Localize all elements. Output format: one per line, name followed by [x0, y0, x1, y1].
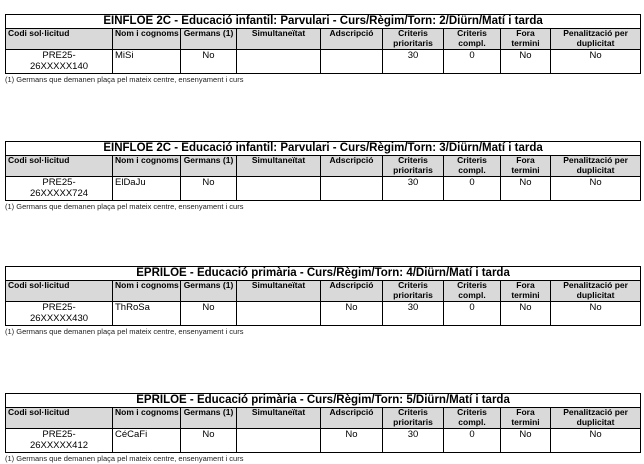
code-number: 26XXXXX412	[29, 440, 89, 451]
column-header-fora-termini: Fora termini	[501, 408, 551, 429]
table-title: EPRILOE - Educació primària - Curs/Règim/Torn: 4/Diürn/Matí i tarda	[6, 267, 641, 281]
column-header-germans: Germans (1)	[181, 281, 237, 302]
table-title: EINFLOE 2C - Educació infantil: Parvulari - Curs/Règim/Torn: 2/Diürn/Matí i tarda	[6, 15, 641, 29]
listing-table	[5, 393, 641, 453]
cell-adscripcio	[321, 177, 383, 201]
column-header-fora-termini: Fora termini	[501, 156, 551, 177]
column-header-codi: Codi sol·licitud	[6, 156, 113, 177]
listing-block-4	[5, 393, 640, 464]
cell-nom: CéCaFi	[113, 429, 181, 453]
cell-simultaneitat	[237, 50, 321, 74]
table-row	[6, 429, 641, 453]
cell-criteris-compl: 0	[444, 50, 501, 74]
cell-penalitzacio: No	[551, 429, 641, 453]
cell-codi	[6, 302, 113, 326]
listing-table	[5, 266, 641, 326]
column-header-penalitzacio: Penalització per duplicitat	[551, 281, 641, 302]
cell-codi	[6, 177, 113, 201]
column-header-criteris-prioritaris: Criteris prioritaris	[383, 156, 444, 177]
cell-nom: ElDaJu	[113, 177, 181, 201]
column-header-simultaneitat: Simultaneïtat	[237, 281, 321, 302]
cell-criteris-prioritaris: 30	[383, 50, 444, 74]
table-row	[6, 302, 641, 326]
cell-simultaneitat	[237, 302, 321, 326]
column-header-penalitzacio: Penalització per duplicitat	[551, 29, 641, 50]
column-header-adscripcio: Adscripció	[321, 281, 383, 302]
column-header-criteris-prioritaris: Criteris prioritaris	[383, 29, 444, 50]
column-header-adscripcio: Adscripció	[321, 156, 383, 177]
cell-penalitzacio: No	[551, 302, 641, 326]
code-prefix: PRE25-	[42, 50, 76, 61]
column-header-germans: Germans (1)	[181, 29, 237, 50]
cell-criteris-compl: 0	[444, 302, 501, 326]
cell-germans: No	[181, 177, 237, 201]
listing-table	[5, 141, 641, 201]
cell-fora-termini: No	[501, 177, 551, 201]
cell-codi	[6, 50, 113, 74]
cell-criteris-prioritaris: 30	[383, 429, 444, 453]
footnote: (1) Germans que demanen plaça pel mateix centre, ensenyament i curs	[5, 202, 244, 211]
code-number: 26XXXXX430	[29, 313, 89, 324]
column-header-penalitzacio: Penalització per duplicitat	[551, 408, 641, 429]
code-prefix: PRE25-	[42, 429, 76, 440]
cell-adscripcio: No	[321, 302, 383, 326]
code-number: 26XXXXX140	[29, 61, 89, 72]
column-header-criteris-compl: Criteris compl.	[444, 408, 501, 429]
column-header-adscripcio: Adscripció	[321, 408, 383, 429]
column-header-codi: Codi sol·licitud	[6, 408, 113, 429]
code-number: 26XXXXX724	[29, 188, 89, 199]
cell-fora-termini: No	[501, 50, 551, 74]
cell-simultaneitat	[237, 429, 321, 453]
cell-nom: ThRoSa	[113, 302, 181, 326]
cell-nom: MiSi	[113, 50, 181, 74]
listing-table	[5, 14, 641, 74]
code-prefix: PRE25-	[42, 177, 76, 188]
table-row	[6, 50, 641, 74]
column-header-germans: Germans (1)	[181, 408, 237, 429]
column-header-criteris-prioritaris: Criteris prioritaris	[383, 408, 444, 429]
cell-criteris-prioritaris: 30	[383, 302, 444, 326]
listing-block-2	[5, 141, 640, 212]
column-header-criteris-compl: Criteris compl.	[444, 281, 501, 302]
cell-criteris-prioritaris: 30	[383, 177, 444, 201]
cell-criteris-compl: 0	[444, 429, 501, 453]
cell-fora-termini: No	[501, 429, 551, 453]
column-header-nom: Nom i cognoms	[113, 408, 181, 429]
column-header-fora-termini: Fora termini	[501, 29, 551, 50]
cell-criteris-compl: 0	[444, 177, 501, 201]
cell-germans: No	[181, 302, 237, 326]
column-header-nom: Nom i cognoms	[113, 281, 181, 302]
cell-codi	[6, 429, 113, 453]
column-header-criteris-compl: Criteris compl.	[444, 156, 501, 177]
cell-penalitzacio: No	[551, 177, 641, 201]
listing-block-3	[5, 266, 640, 337]
table-title: EPRILOE - Educació primària - Curs/Règim/Torn: 5/Diürn/Matí i tarda	[6, 394, 641, 408]
cell-adscripcio: No	[321, 429, 383, 453]
cell-adscripcio	[321, 50, 383, 74]
column-header-nom: Nom i cognoms	[113, 156, 181, 177]
column-header-germans: Germans (1)	[181, 156, 237, 177]
column-header-simultaneitat: Simultaneïtat	[237, 29, 321, 50]
cell-penalitzacio: No	[551, 50, 641, 74]
table-title: EINFLOE 2C - Educació infantil: Parvulari - Curs/Règim/Torn: 3/Diürn/Matí i tarda	[6, 142, 641, 156]
column-header-criteris-compl: Criteris compl.	[444, 29, 501, 50]
column-header-simultaneitat: Simultaneïtat	[237, 408, 321, 429]
column-header-simultaneitat: Simultaneïtat	[237, 156, 321, 177]
column-header-nom: Nom i cognoms	[113, 29, 181, 50]
column-header-codi: Codi sol·licitud	[6, 29, 113, 50]
listing-block-1	[5, 14, 640, 85]
cell-simultaneitat	[237, 177, 321, 201]
column-header-fora-termini: Fora termini	[501, 281, 551, 302]
cell-germans: No	[181, 429, 237, 453]
table-row	[6, 177, 641, 201]
column-header-criteris-prioritaris: Criteris prioritaris	[383, 281, 444, 302]
column-header-penalitzacio: Penalització per duplicitat	[551, 156, 641, 177]
column-header-codi: Codi sol·licitud	[6, 281, 113, 302]
column-header-adscripcio: Adscripció	[321, 29, 383, 50]
cell-fora-termini: No	[501, 302, 551, 326]
footnote: (1) Germans que demanen plaça pel mateix centre, ensenyament i curs	[5, 75, 244, 84]
footnote: (1) Germans que demanen plaça pel mateix centre, ensenyament i curs	[5, 454, 244, 463]
footnote: (1) Germans que demanen plaça pel mateix centre, ensenyament i curs	[5, 327, 244, 336]
cell-germans: No	[181, 50, 237, 74]
code-prefix: PRE25-	[42, 302, 76, 313]
